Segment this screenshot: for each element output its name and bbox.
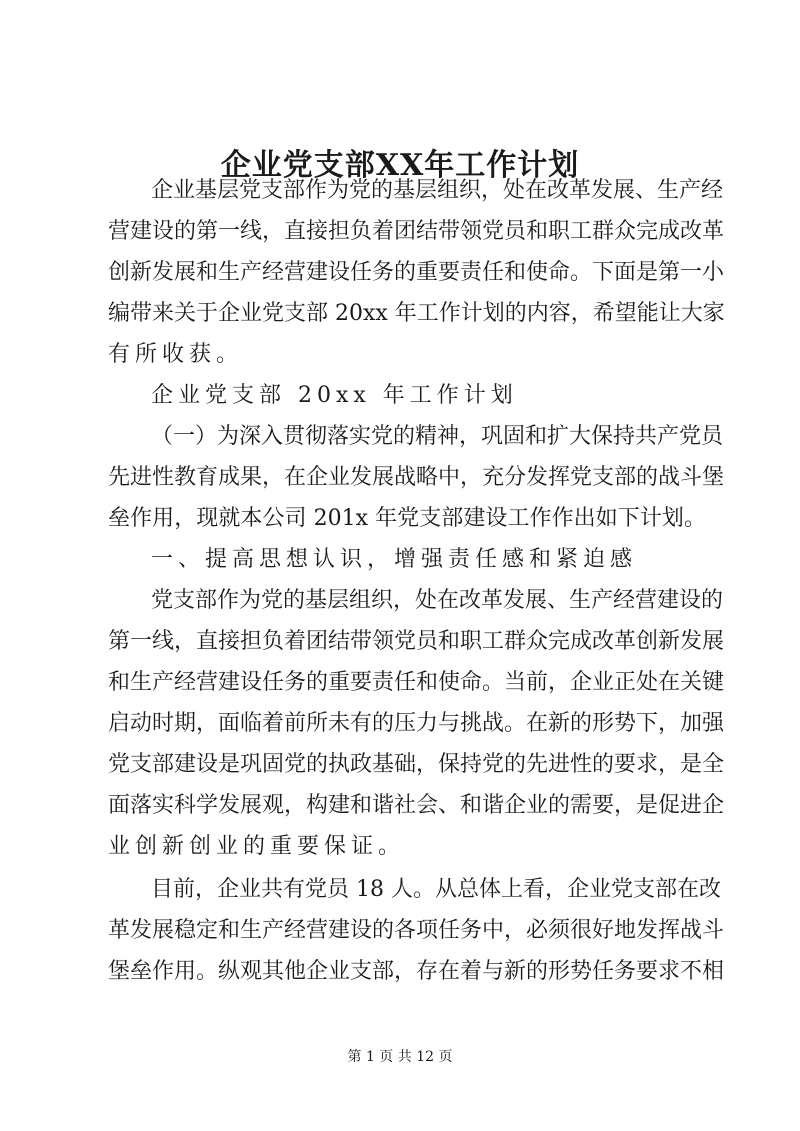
- text-line: 堡垒作用。纵观其他企业支部，存在着与新的形势任务要求不相: [108, 959, 725, 984]
- text-line: 一、提高思想认识，增强责任感和紧迫感: [151, 547, 638, 572]
- text-line: 企业党支部 20xx 年工作计划: [151, 383, 518, 408]
- text-line: 有所收获。: [108, 342, 244, 367]
- text-line: 企业基层党支部作为党的基层组织，处在改革发展、生产经: [151, 178, 724, 203]
- text-line: 创新发展和生产经营建设任务的重要责任和使命。下面是第一小: [108, 260, 725, 285]
- text-line: 编带来关于企业党支部 20xx 年工作计划的内容，希望能让大家: [108, 301, 725, 326]
- text-line: （一）为深入贯彻落实党的精神，巩固和扩大保持共产党员: [151, 424, 724, 449]
- page-indicator: 第 1 页 共 12 页: [347, 1049, 453, 1065]
- text-line: 第一线，直接担负着团结带领党员和职工群众完成改革创新发展: [108, 629, 725, 654]
- document-body: [108, 170, 725, 992]
- text-line: 革发展稳定和生产经营建设的各项任务中，必须很好地发挥战斗: [108, 918, 725, 943]
- text-line: 营建设的第一线，直接担负着团结带领党员和职工群众完成改革: [108, 219, 725, 244]
- text-line: 业创新创业的重要保证。: [108, 834, 406, 859]
- text-line: 启动时期，面临着前所未有的压力与挑战。在新的形势下，加强: [108, 711, 725, 736]
- text-line: 垒作用，现就本公司 201x 年党支部建设工作作出如下计划。: [108, 506, 706, 531]
- text-line: 党支部作为党的基层组织，处在改革发展、生产经营建设的: [151, 588, 724, 613]
- text-line: 面落实科学发展观，构建和谐社会、和谐企业的需要，是促进企: [108, 793, 725, 818]
- text-line: 先进性教育成果，在企业发展战略中，充分发挥党支部的战斗堡: [108, 465, 725, 490]
- text-line: 党支部建设是巩固党的执政基础，保持党的先进性的要求，是全: [108, 752, 725, 777]
- text-line: 和生产经营建设任务的重要责任和使命。当前，企业正处在关键: [108, 670, 725, 695]
- text-line: 目前，企业共有党员 18 人。从总体上看，企业党支部在改: [151, 877, 721, 902]
- document-title: 企业党支部XX年工作计划: [220, 148, 580, 183]
